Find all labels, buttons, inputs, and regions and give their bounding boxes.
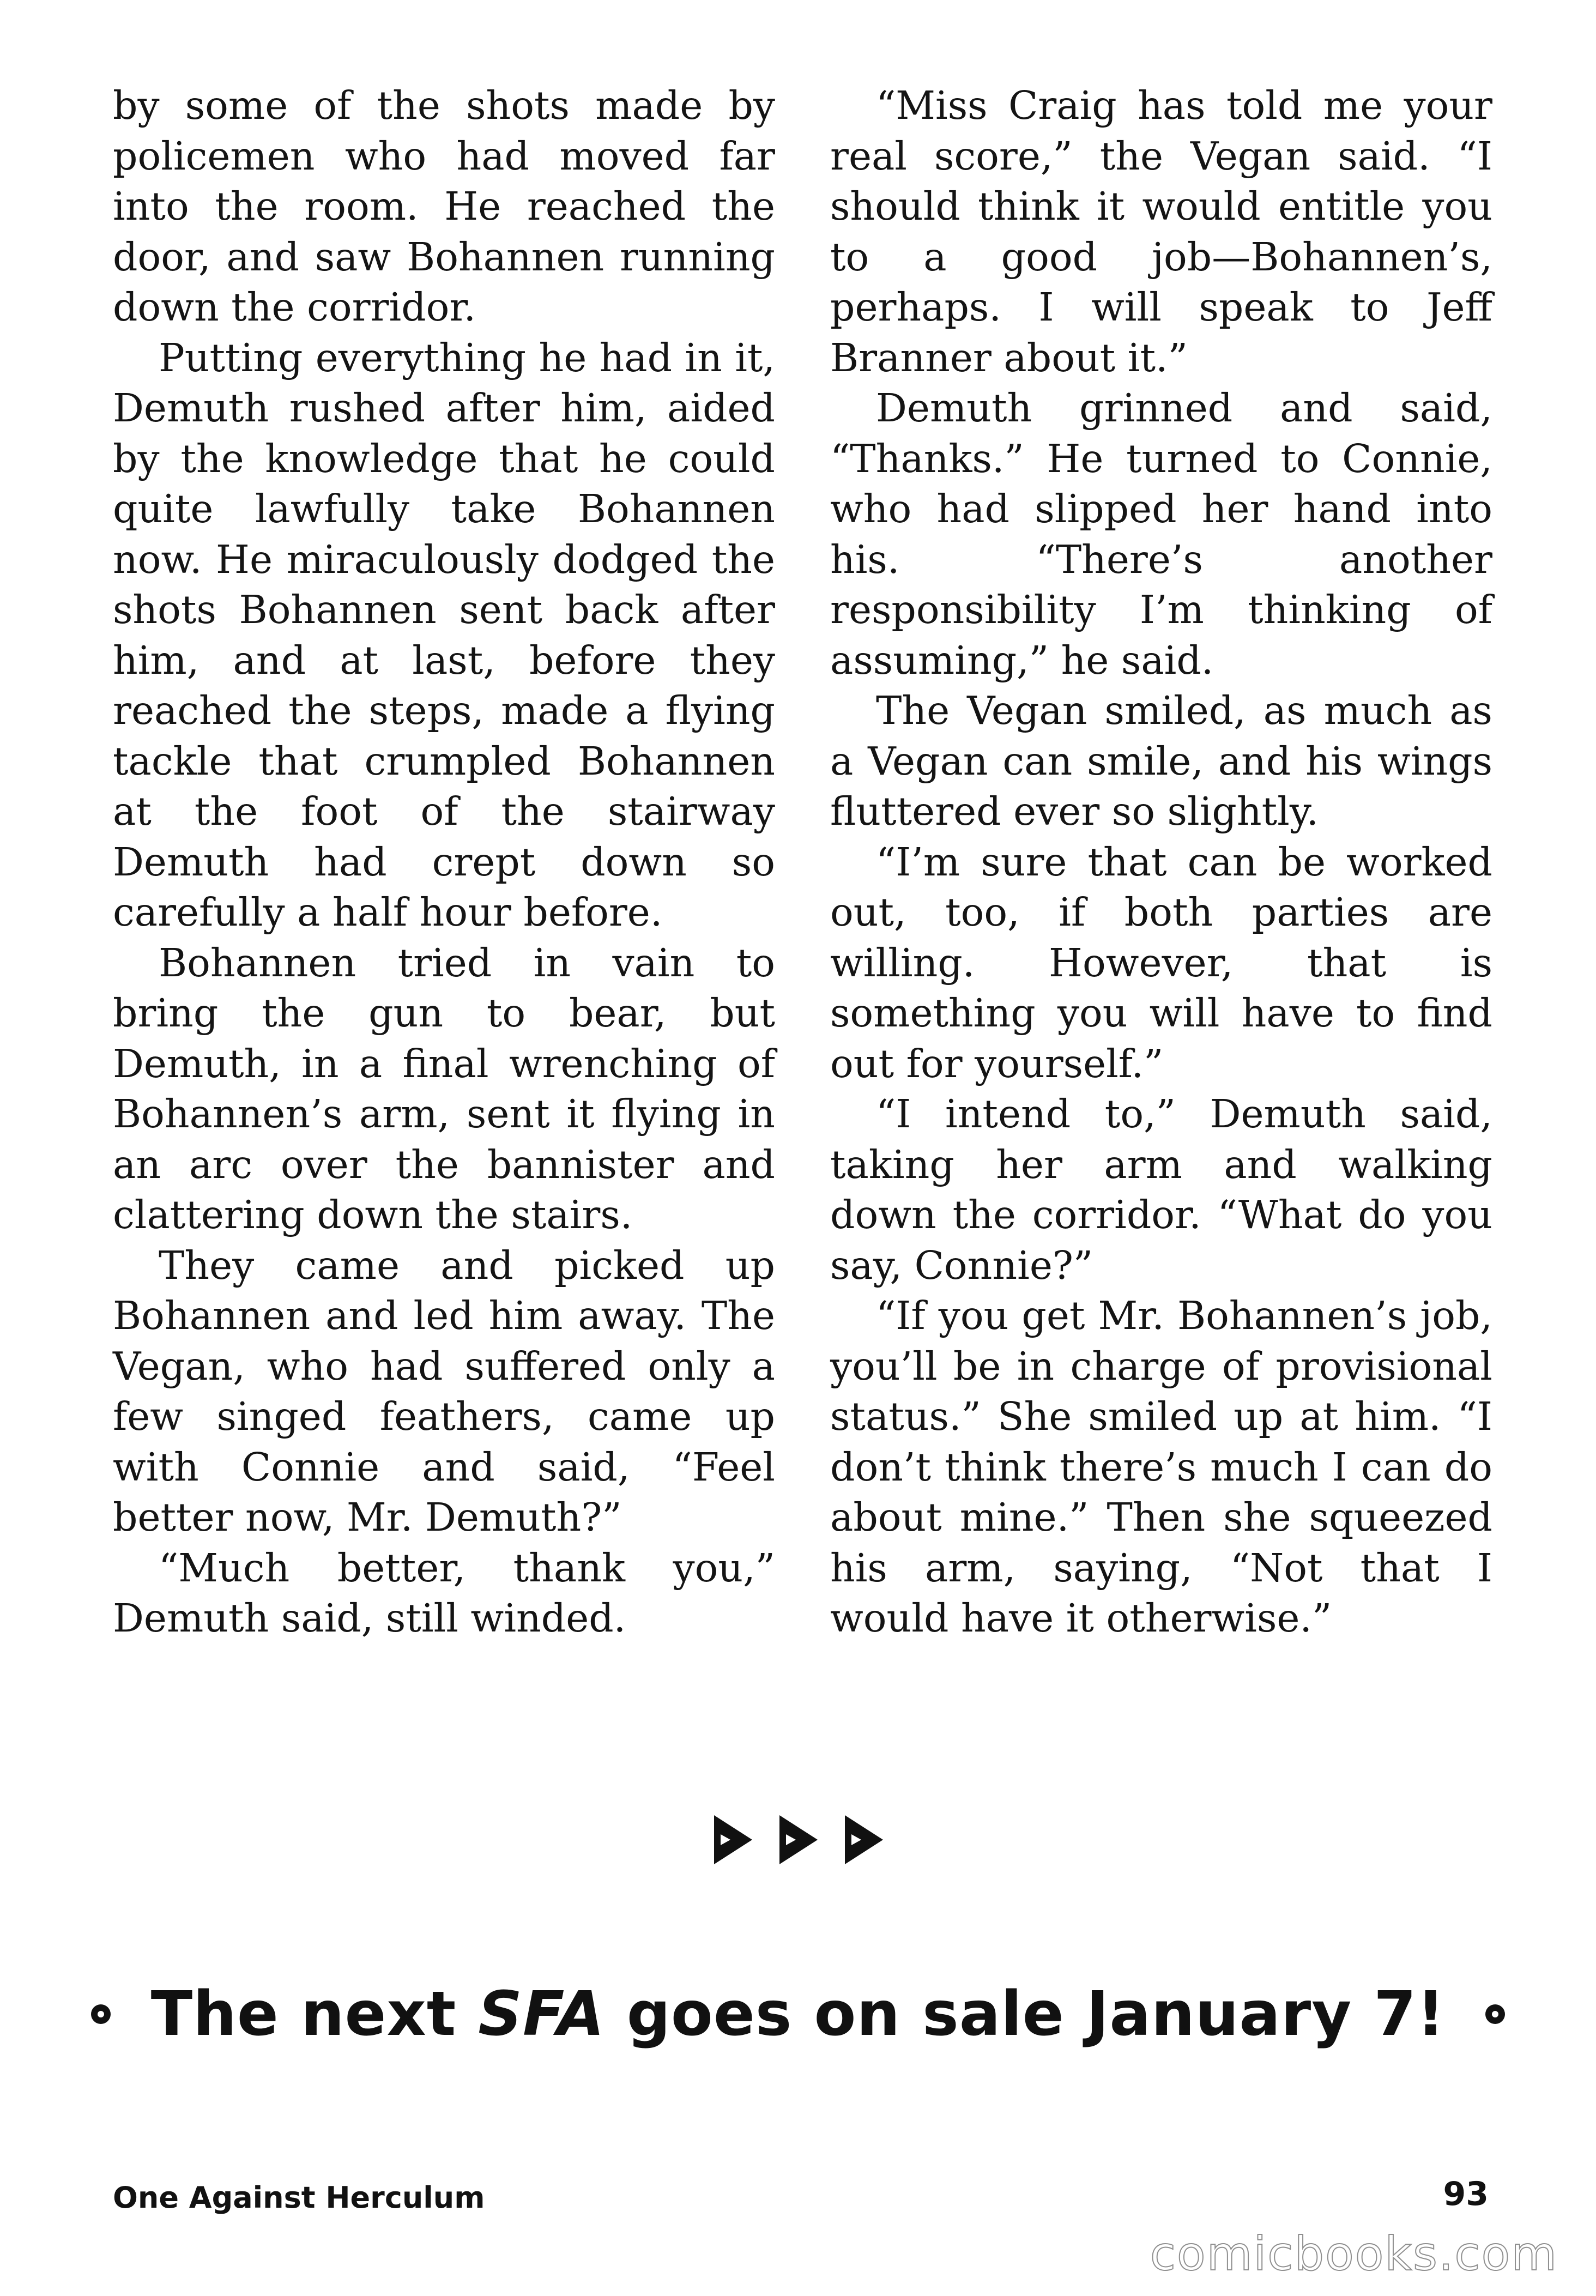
right-text-column: [830, 81, 1492, 1644]
story-end-marks: [709, 1812, 888, 1867]
left-text-column: [113, 81, 775, 1644]
paragraph: The Vegan smiled, as much as a Vegan can smile, and his wings fluttered ever so slightly.: [830, 688, 1492, 834]
triangle-end-mark-icon: [839, 1812, 888, 1867]
announcement-after: goes on sale January 7!: [604, 1979, 1446, 2050]
paragraph: Putting everything he had in it, Demuth rushed after him, aided by the knowledge that he could quite lawfully take Bohannen now. He miraculously dodged the shots Bohannen sent back after him, and at last, before they reached the steps, made a flying tackle that crumpled Bohannen at the foot of the stairway Demuth had crept down so carefully a half hour before.: [113, 335, 775, 935]
announcement-emphasis: SFA: [478, 1979, 605, 2050]
footer-story-title: One Against Herculum: [113, 2180, 485, 2215]
announcement-before: The next: [150, 1979, 479, 2050]
paragraph: “I intend to,” Demuth said, taking her arm and walking down the corridor. “What do you say, Connie?”: [830, 1091, 1492, 1288]
paragraph: They came and picked up Bohannen and led him away. The Vegan, who had suffered only a few singed feathers, came up with Connie and said, “Feel better now, Mr. Demuth?”: [113, 1242, 775, 1540]
paragraph: “I’m sure that can be worked out, too, if both parties are willing. However, that is something you will have to find out for yourself.”: [830, 839, 1492, 1086]
bullet-icon: [89, 2002, 113, 2026]
triangle-end-mark-icon: [709, 1812, 758, 1867]
paragraph: Bohannen tried in vain to bring the gun to bear, but Demuth, in a final wrenching of Bohannen’s arm, sent it flying in an arc over the bannister and clattering down the stairs.: [113, 940, 775, 1237]
watermark: comicbooks.com: [1150, 2227, 1558, 2281]
paragraph: “If you get Mr. Bohannen’s job, you’ll be in charge of provisional status.” She smiled up at him. “I don’t think there’s much I can do about mine.” Then she squeezed his arm, saying, “Not that I would have it otherwise.”: [830, 1293, 1492, 1641]
paragraph: “Much better, thank you,” Demuth said, still winded.: [113, 1545, 775, 1641]
triangle-end-mark-icon: [774, 1812, 823, 1867]
paragraph: Demuth grinned and said, “Thanks.” He turned to Connie, who had slipped her hand into his. “There’s another responsibility I’m thinking of assuming,” he said.: [830, 385, 1492, 683]
page-number: 93: [1443, 2175, 1489, 2213]
bullet-icon: [1483, 2002, 1507, 2026]
announcement-text: [151, 1979, 1446, 2050]
next-issue-announcement: [0, 1973, 1596, 2055]
paragraph: by some of the shots made by policemen who had moved far into the room. He reached the door, and saw Bohannen running down the corridor.: [113, 83, 775, 330]
paragraph: “Miss Craig has told me your real score,” the Vegan said. “I should think it would entitle you to a good job—Bohannen’s, perhaps. I will speak to Jeff Branner about it.”: [830, 83, 1492, 380]
